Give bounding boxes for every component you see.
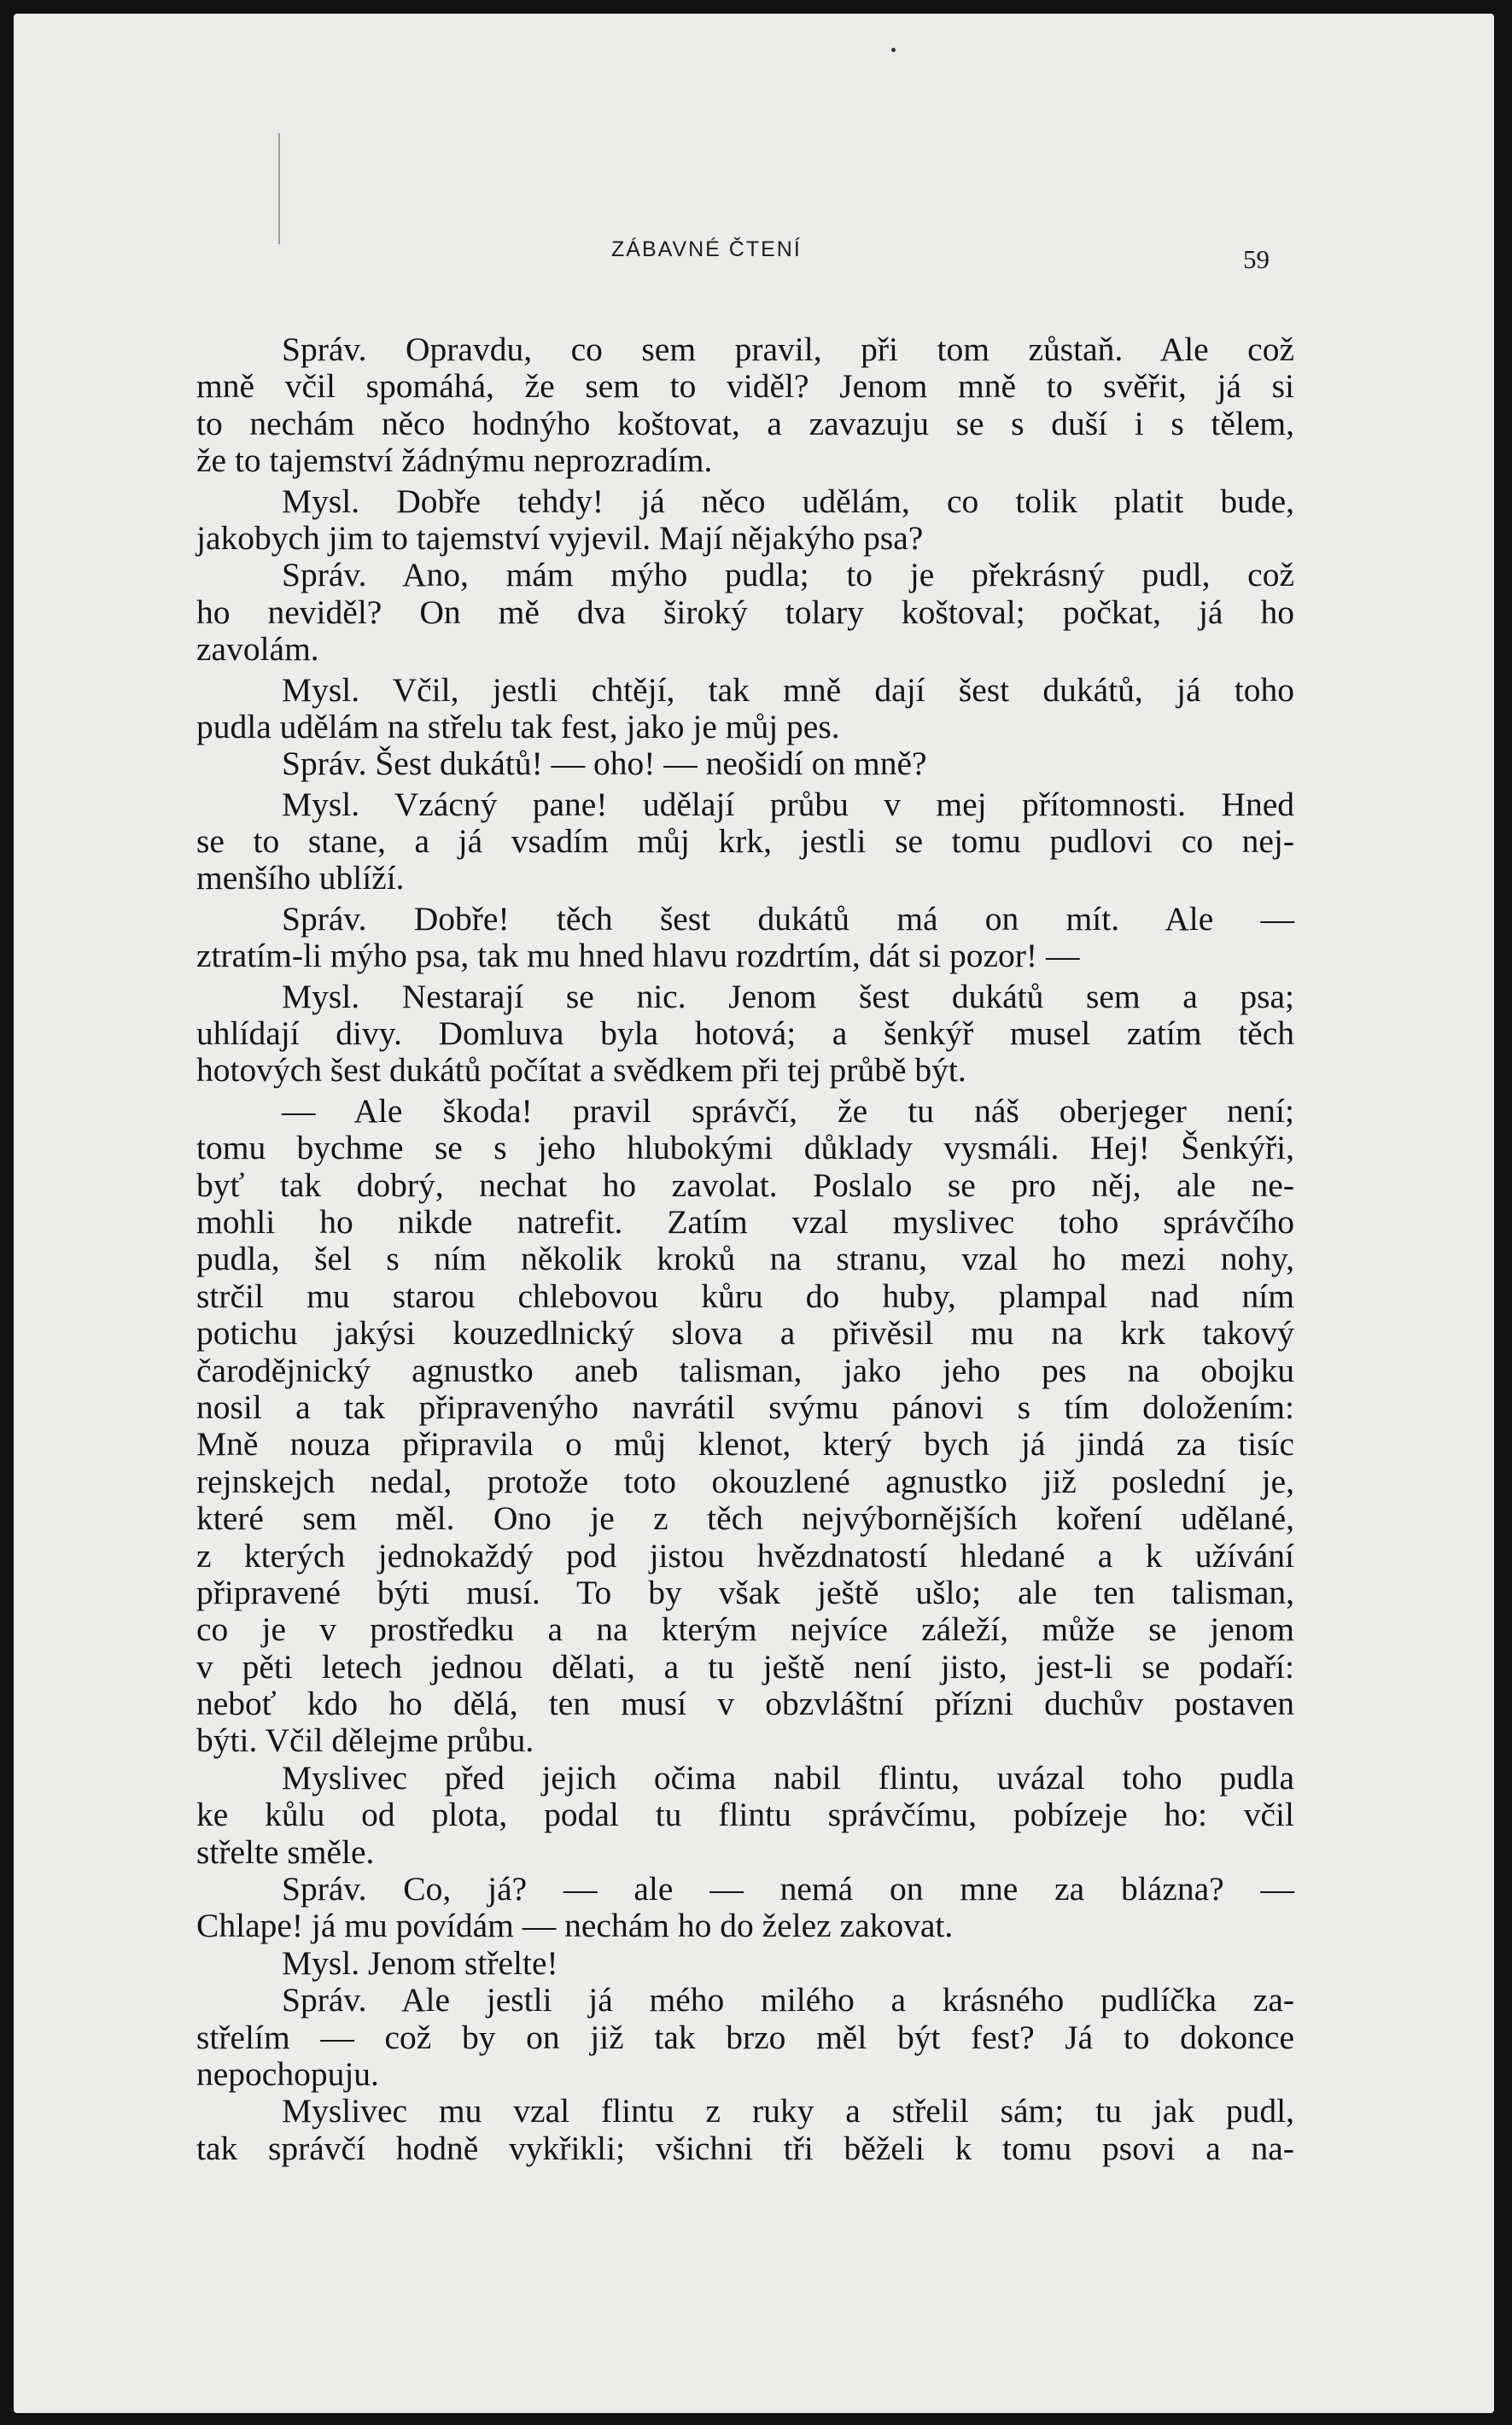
text-line: strčil mu starou chlebovou kůru do huby, plampal nad ním: [196, 1277, 1294, 1315]
text-line: to nechám něco hodnýho koštovat, a zavazuju se s duší i s tělem,: [196, 404, 1294, 442]
running-title: ZÁBAVNÉ ČTENÍ: [611, 237, 802, 261]
text-line: uhlídají divy. Domluva byla hotová; a šenkýř musel zatím těch: [196, 1014, 1294, 1053]
text-line: hotových šest dukátů počítat a svědkem při tej průbě být.: [196, 1051, 966, 1090]
text-line: Mysl. Nestarají se nic. Jenom šest dukátů sem a psa;: [282, 977, 1294, 1015]
text-line: nosil a tak připravenýho navrátil svýmu pánovi s tím doložením:: [196, 1388, 1294, 1426]
page-number: 59: [1243, 244, 1270, 274]
ink-speck: [891, 48, 896, 52]
text-line: mně včil spomáhá, že sem to viděl? Jenom mně to svěřit, já si: [196, 367, 1294, 406]
text-line: jakobych jim to tajemství vyjevil. Mají nějakýho psa?: [196, 518, 924, 557]
text-line: zavolám.: [196, 630, 319, 669]
text-line: že to tajemství žádnýmu neprozradím.: [196, 441, 713, 480]
text-line: ztratím-li mýho psa, tak mu hned hlavu rozdrtím, dát si pozor! —: [196, 937, 1080, 975]
text-line: Správ. Opravdu, co sem pravil, při tom zůstaň. Ale což: [282, 330, 1294, 368]
text-line: Myslivec mu vzal flintu z ruky a střelil sám; tu jak pudl,: [282, 2092, 1294, 2130]
body-text: [196, 331, 1294, 2167]
text-line: ho neviděl? On mě dva široký tolary koštoval; počkat, já ho: [196, 593, 1294, 631]
text-line: tak správčí hodně vykřikli; všichni tři běželi k tomu psovi a na-: [196, 2129, 1294, 2167]
text-line: ke kůlu od plota, podal tu flintu správčímu, pobízeje ho: včil: [196, 1796, 1294, 1834]
text-line: které sem měl. Ono je z těch nejvýbornějších koření udělané,: [196, 1499, 1294, 1538]
text-line: nepochopuju.: [196, 2054, 379, 2093]
gutter-mark: [278, 133, 280, 244]
text-line: v pěti letech jednou dělati, a tu ještě není jisto, jest-li se podaří:: [196, 1647, 1294, 1686]
text-line: rejnskejch nedal, protože toto okouzlené agnustko již poslední je,: [196, 1462, 1294, 1500]
text-line: Správ. Dobře! těch šest dukátů má on mít. Ale —: [282, 899, 1294, 938]
text-line: střelte směle.: [196, 1832, 375, 1871]
text-line: Mysl. Včil, jestli chtějí, tak mně dají šest dukátů, já toho: [282, 670, 1294, 709]
text-line: Správ. Šest dukátů! — oho! — neošidí on mně?: [282, 745, 927, 783]
text-line: Mysl. Jenom střelte!: [282, 1943, 558, 1982]
text-line: se to stane, a já vsadím můj krk, jestli se tomu pudlovi co nej-: [196, 822, 1294, 861]
text-line: tomu bychme se s jeho hlubokými důklady vysmáli. Hej! Šenkýři,: [196, 1129, 1294, 1167]
text-line: býti. Včil dělejme průbu.: [196, 1721, 534, 1760]
text-line: Správ. Ano, mám mýho pudla; to je překrásný pudl, což: [282, 556, 1294, 594]
text-line: Myslivec před jejich očima nabil flintu, uvázal toho pudla: [282, 1758, 1294, 1797]
text-line: potichu jakýsi kouzedlnický slova a přivěsil mu na krk takový: [196, 1314, 1294, 1353]
text-line: střelím — což by on již tak brzo měl být fest? Já to dokonce: [196, 2018, 1294, 2056]
text-line: menšího ublíží.: [196, 859, 405, 897]
text-line: Správ. Ale jestli já mého milého a krásného pudlíčka za-: [282, 1981, 1294, 2019]
text-line: čarodějnický agnustko aneb talisman, jako jeho pes na obojku: [196, 1351, 1294, 1389]
text-line: neboť kdo ho dělá, ten musí v obzvláštní přízni duchův postaven: [196, 1685, 1294, 1723]
book-page: [14, 14, 1494, 2413]
text-line: pudla, šel s ním několik kroků na stranu, vzal ho mezi nohy,: [196, 1240, 1294, 1278]
text-line: Chlape! já mu povídám — nechám ho do želez zakovat.: [196, 1907, 954, 1945]
text-line: Mně nouza připravila o můj klenot, který bych já jindá za tisíc: [196, 1425, 1294, 1464]
text-line: z kterých jednokaždý pod jistou hvězdnatostí hledané a k užívání: [196, 1536, 1294, 1575]
text-line: — Ale škoda! pravil správčí, že tu náš oberjeger není;: [282, 1091, 1294, 1130]
text-line: byť tak dobrý, nechat ho zavolat. Poslalo se pro něj, ale ne-: [196, 1166, 1294, 1204]
text-line: mohli ho nikde natrefit. Zatím vzal myslivec toho správčího: [196, 1202, 1294, 1241]
text-line: co je v prostředku a na kterým nejvíce záleží, může se jenom: [196, 1610, 1294, 1649]
text-line: Správ. Co, já? — ale — nemá on mne za blázna? —: [282, 1870, 1294, 1908]
running-header: [14, 237, 1494, 272]
text-line: Mysl. Vzácný pane! udělají průbu v mej přítomnosti. Hned: [282, 785, 1294, 823]
text-line: připravené býti musí. To by však ještě ušlo; ale ten talisman,: [196, 1573, 1294, 1611]
text-line: pudla udělám na střelu tak fest, jako je můj pes.: [196, 707, 840, 745]
text-line: Mysl. Dobře tehdy! já něco udělám, co tolik platit bude,: [282, 482, 1294, 520]
